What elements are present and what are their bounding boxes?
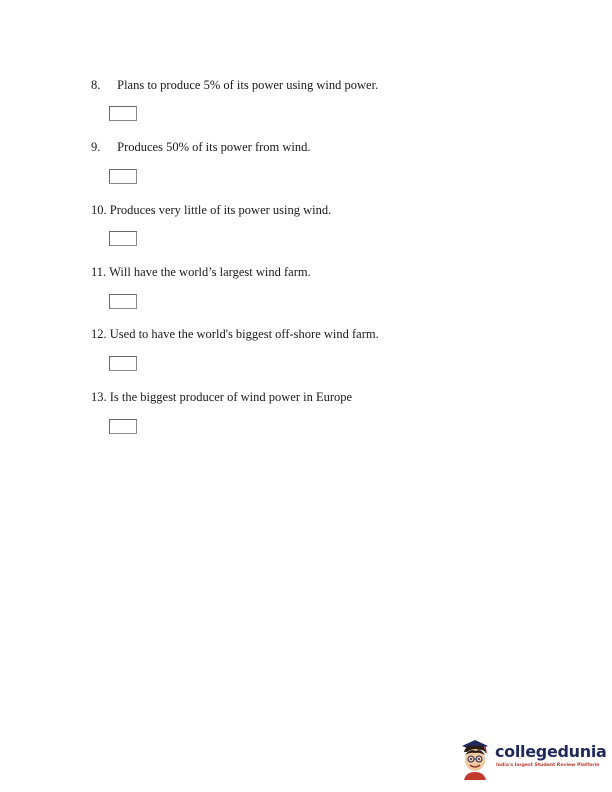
question-12 [91, 327, 379, 342]
answer-box-9[interactable] [109, 169, 137, 184]
question-number: 12. [91, 327, 107, 341]
question-9 [91, 140, 311, 155]
question-number: 11. [91, 265, 107, 279]
logo-tagline: India's largest Student Review Platform [496, 763, 600, 768]
question-10 [91, 203, 331, 218]
question-13 [91, 390, 352, 405]
collegedunia-logo [458, 738, 607, 780]
question-number: 9. [91, 140, 101, 154]
question-text: Produces very little of its power using wind. [109, 203, 332, 217]
question-text: Plans to produce 5% of its power using wind power. [117, 78, 379, 92]
question-text: Produces 50% of its power from wind. [117, 140, 311, 154]
question-text: Used to have the world's biggest off-shore wind farm. [109, 327, 379, 341]
question-8 [91, 78, 378, 93]
answer-box-13[interactable] [109, 419, 137, 434]
question-text: Is the biggest producer of wind power in Europe [109, 390, 353, 404]
logo-name: collegedunia [495, 742, 607, 761]
answer-box-11[interactable] [109, 294, 137, 309]
answer-box-10[interactable] [109, 231, 137, 246]
question-number: 8. [91, 78, 101, 92]
question-11 [91, 265, 311, 280]
answer-box-12[interactable] [109, 356, 137, 371]
question-number: 13. [91, 390, 107, 404]
student-mascot-icon [458, 738, 492, 780]
answer-box-8[interactable] [109, 106, 137, 121]
question-number: 10. [91, 203, 107, 217]
question-text: Will have the world’s largest wind farm. [109, 265, 311, 279]
